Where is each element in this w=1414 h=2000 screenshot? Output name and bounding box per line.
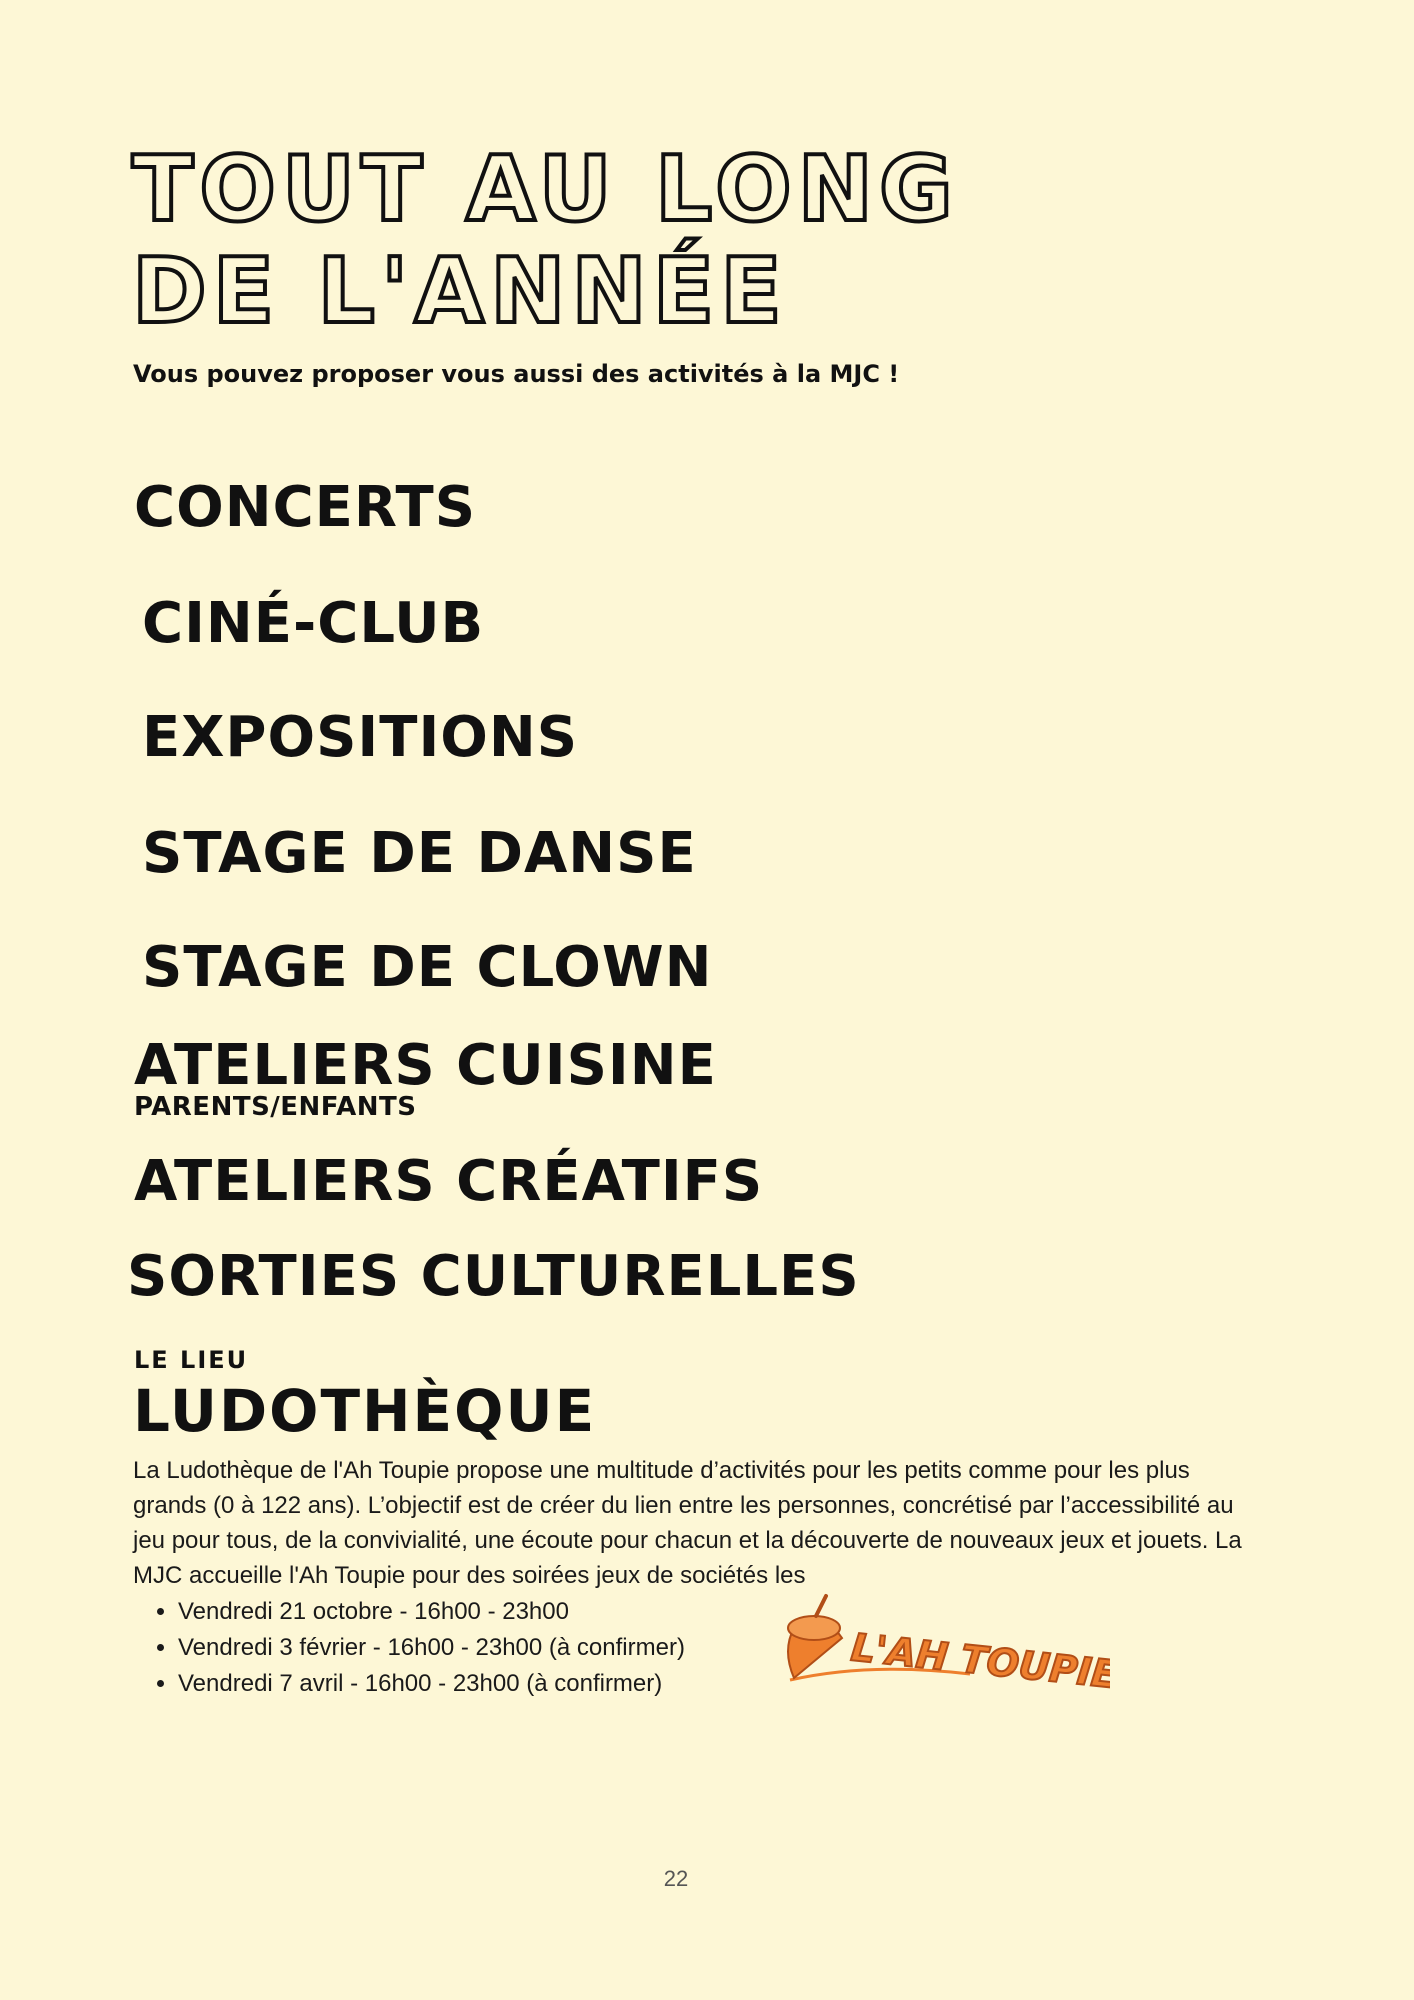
activity-ateliers-creatifs: ATELIERS CRÉATIFS	[134, 1149, 764, 1214]
activity-stage-clown: STAGE DE CLOWN	[142, 935, 713, 1000]
logo-text: L'AH TOUPIE	[849, 1625, 1110, 1697]
list-item: • Vendredi 21 octobre - 16h00 - 23h00	[178, 1594, 685, 1630]
page-subtitle: Vous pouvez proposer vous aussi des activités à la MJC !	[133, 360, 900, 388]
activity-ateliers-cuisine: ATELIERS CUISINE	[134, 1033, 717, 1098]
list-item: • Vendredi 3 février - 16h00 - 23h00 (à confirmer)	[178, 1630, 685, 1666]
activity-stage-danse: STAGE DE DANSE	[142, 821, 697, 886]
activity-cuisine-note: PARENTS/ENFANTS	[134, 1092, 417, 1122]
section-kicker: LE LIEU	[134, 1346, 249, 1374]
activity-sorties-culturelles: SORTIES CULTURELLES	[127, 1244, 860, 1309]
dates-list	[148, 1594, 685, 1702]
section-title: LUDOTHÈQUE	[133, 1377, 597, 1445]
page-title-line-1: TOUT AU LONG	[132, 137, 959, 242]
ludotheque-description: La Ludothèque de l'Ah Toupie propose une multitude d’activités pour les petits comme pour les plus grands (0 à 122 ans). L’objectif est de créer du lien entre les personnes, concrétisé par l’accessibilité au jeu pour tous, de la convivialité, une écoute pour chacun et la découverte de nouveaux jeux et jouets. La MJC accueille l'Ah Toupie pour des soirées jeux de sociétés les	[133, 1457, 1242, 1589]
activity-expositions: EXPOSITIONS	[142, 705, 579, 770]
list-item: • Vendredi 7 avril - 16h00 - 23h00 (à confirmer)	[178, 1666, 685, 1702]
activity-cine-club: CINÉ-CLUB	[142, 591, 485, 656]
page-number: 22	[663, 1866, 689, 1891]
ah-toupie-logo	[780, 1592, 1110, 1706]
activity-concerts: CONCERTS	[134, 475, 477, 540]
page-title-line-2: DE L'ANNÉE	[132, 239, 788, 344]
